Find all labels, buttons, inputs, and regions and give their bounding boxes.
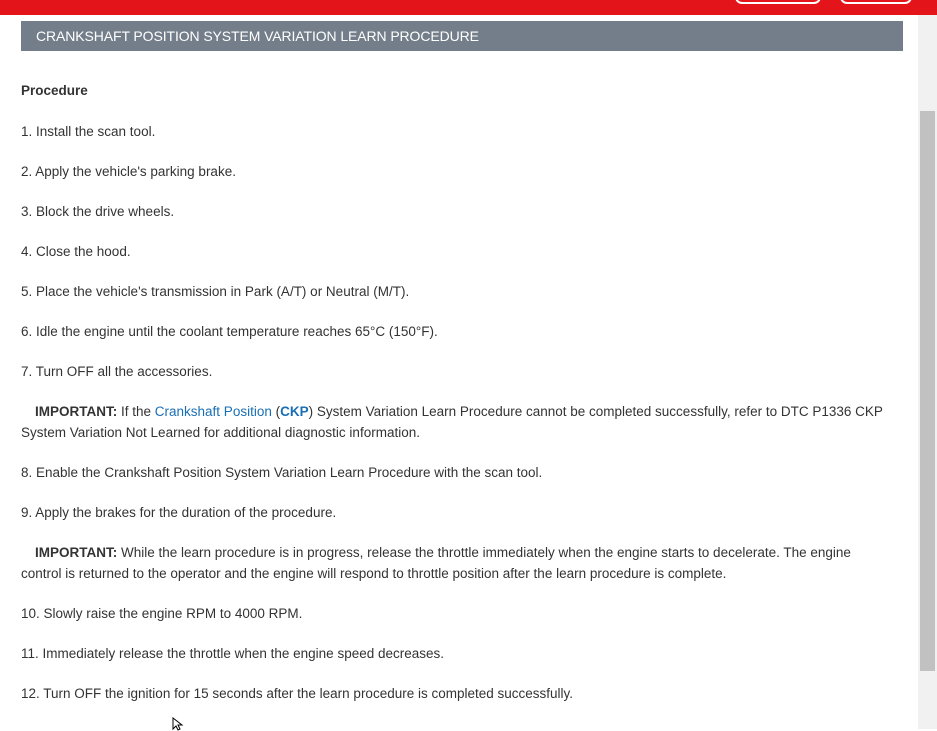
step-item: 11. Immediately release the throttle when the engine speed decreases. [21,646,445,661]
step-item: 12. Turn OFF the ignition for 15 seconds after the learn procedure is completed successfully. [21,686,574,701]
step-item: 5. Place the vehicle's transmission in Park (A/T) or Neutral (M/T). [21,284,410,299]
step-item: 1. Install the scan tool. [21,124,156,139]
note-text: ( [271,404,281,419]
step-item: 3. Block the drive wheels. [21,204,175,219]
header-button[interactable] [735,0,821,4]
procedure-content [0,15,918,729]
step-item: 10. Slowly raise the engine RPM to 4000 RPM. [21,606,303,621]
note-text: ) System Variation Learn Procedure cannot be completed successfully, refer to DTC P1336 CKP System Variation Not Learned for additional diagnostic information. [21,404,883,440]
step-item: 8. Enable the Crankshaft Position System Variation Learn Procedure with the scan tool. [21,465,543,480]
step-item: 4. Close the hood. [21,244,131,259]
step-item: 2. Apply the vehicle's parking brake. [21,164,236,179]
step-item: 9. Apply the brakes for the duration of the procedure. [21,505,337,520]
scrollbar-thumb[interactable] [920,111,935,671]
crankshaft-position-link[interactable]: Crankshaft Position [154,404,272,419]
section-heading: Procedure [21,83,88,98]
note-text: If the [117,404,155,419]
step-item: 7. Turn OFF all the accessories. [21,364,213,379]
important-note [21,542,891,584]
note-text: While the learn procedure is in progress, release the throttle immediately when the engine starts to decelerate. The engine control is returned to the operator and the engine will respond to throttle position after the learn procedure is complete. [21,545,851,581]
ckp-abbreviation-link[interactable]: CKP [280,404,309,419]
header-button[interactable] [840,0,912,4]
step-item: 6. Idle the engine until the coolant temperature reaches 65°C (150°F). [21,324,438,339]
important-label: IMPORTANT: [35,404,118,419]
vertical-scrollbar[interactable] [918,15,937,729]
important-label: IMPORTANT: [35,545,118,560]
important-note [21,401,891,443]
top-app-bar [0,0,937,15]
page-title: CRANKSHAFT POSITION SYSTEM VARIATION LEARN PROCEDURE [21,21,903,51]
